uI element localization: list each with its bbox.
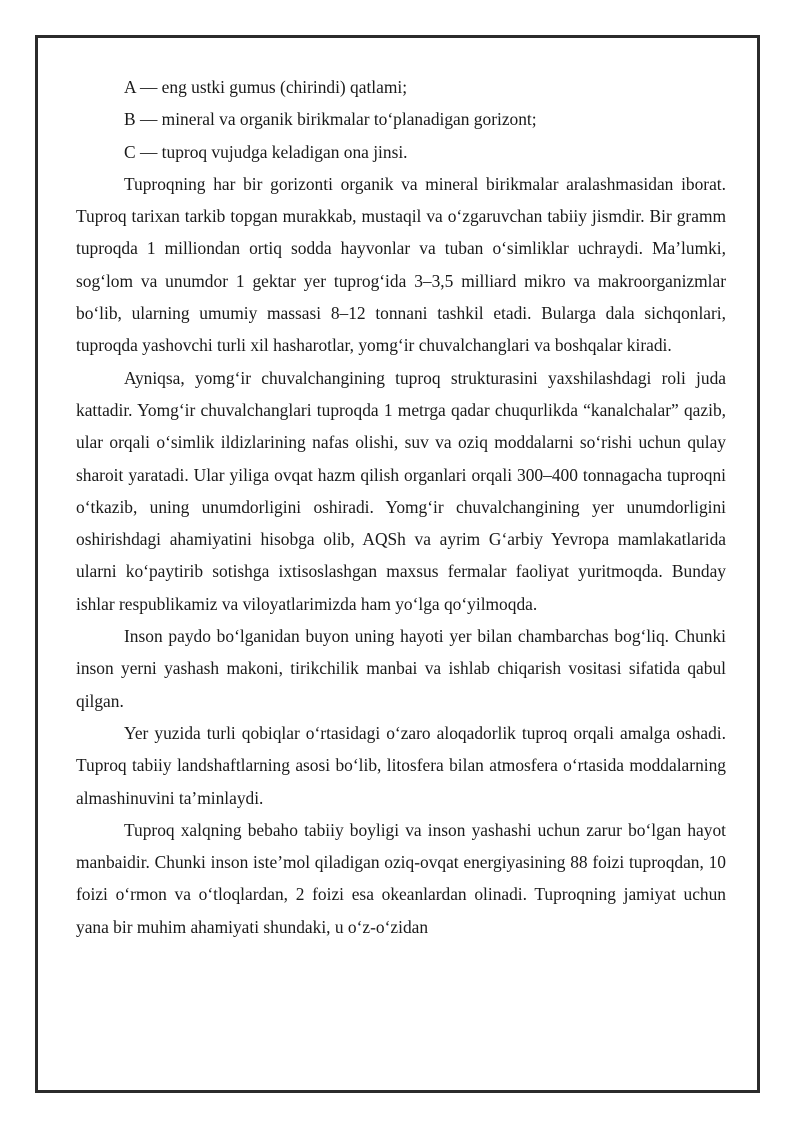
paragraph-soil-value: Tuproq xalqning bebaho tabiiy boyligi va inson yashashi uchun zarur bo‘lgan hayot manbaidir. Chunki inson iste’mol qiladigan oziq-ovqat energiyasining 88 foizi tuproqdan, 10 foizi o‘rmon va o‘tloqlardan, 2 foizi esa okeanlardan olinadi. Tuproqning jamiyat uchun yana bir muhim ahamiyati shundaki, u o‘z-o‘zidan: [76, 819, 726, 937]
document-body: [76, 71, 726, 943]
list-item-horizon-b: B — mineral va organik birikmalar to‘planadigan gorizont;: [124, 109, 537, 130]
list-item-horizon-a: A — eng ustki gumus (chirindi) qatlami;: [124, 77, 408, 97]
list-item-horizon-c: C — tuproq vujudga keladigan ona jinsi.: [124, 141, 408, 162]
paragraph-soil-composition: Tuproqning har bir gorizonti organik va mineral birikmalar aralashmasidan iborat. Tuproq tarixan tarkib topgan murakkab, mustaqil va o‘zgaruvchan tabiiy jismdir. Bir gramm tuproqda 1 milliondan ortiq sodda hayvonlar va tuban o‘simliklar uchraydi. Ma’lumki, sog‘lom va unumdor 1 gektar yer tuprog‘ida 3–3,5 milliard mikro va makroorganizmlar bo‘lib, ularning umumiy massasi 8–12 tonnani tashkil etadi. Bularga dala sichqonlari, tuproqda yashovchi turli xil hasharotlar, yomg‘ir chuvalchanglari va boshqalar kiradi.: [76, 173, 726, 356]
paragraph-earthworms: Ayniqsa, yomg‘ir chuvalchangining tuproq strukturasini yaxshilashdagi roli juda kattadir. Yomg‘ir chuvalchanglari tuproqda 1 metrga qadar chuqurlikda “kanalchalar” qazib, ular orqali o‘simlik ildizlarining nafas olishi, suv va oziq moddalarni so‘rishi uchun qulay sharoit yaratadi. Ular yiliga ovqat hazm qilish organlari orqali 300–400 tonnagacha tuproqni o‘tkazib, uning unumdorligini oshiradi. Yomg‘ir chuvalchangining yer unumdorligini oshirishdagi ahamiyatini hisobga olib, AQSh va ayrim G‘arbiy Yevropa mamlakatlarida ularni ko‘paytirib sotishga ixtisoslashgan maxsus fermalar faoliyat yuritmoqda. Bunday ishlar respublikamiz va viloyatlarimizda ham yo‘lga qo‘yilmoqda.: [76, 367, 726, 614]
paragraph-spheres-interaction: Yer yuzida turli qobiqlar o‘rtasidagi o‘zaro aloqadorlik tuproq orqali amalga oshadi. Tuproq tabiiy landshaftlarning asosi bo‘lib, litosfera bilan atmosfera o‘rtasida moddalarning almashinuvini ta’minlaydi.: [76, 722, 726, 808]
paragraph-human-and-land: Inson paydo bo‘lganidan buyon uning hayoti yer bilan chambarchas bog‘liq. Chunki inson yerni yashash makoni, tirikchilik manbai va ishlab chiqarish vositasi sifatida qabul qilgan.: [76, 626, 726, 711]
